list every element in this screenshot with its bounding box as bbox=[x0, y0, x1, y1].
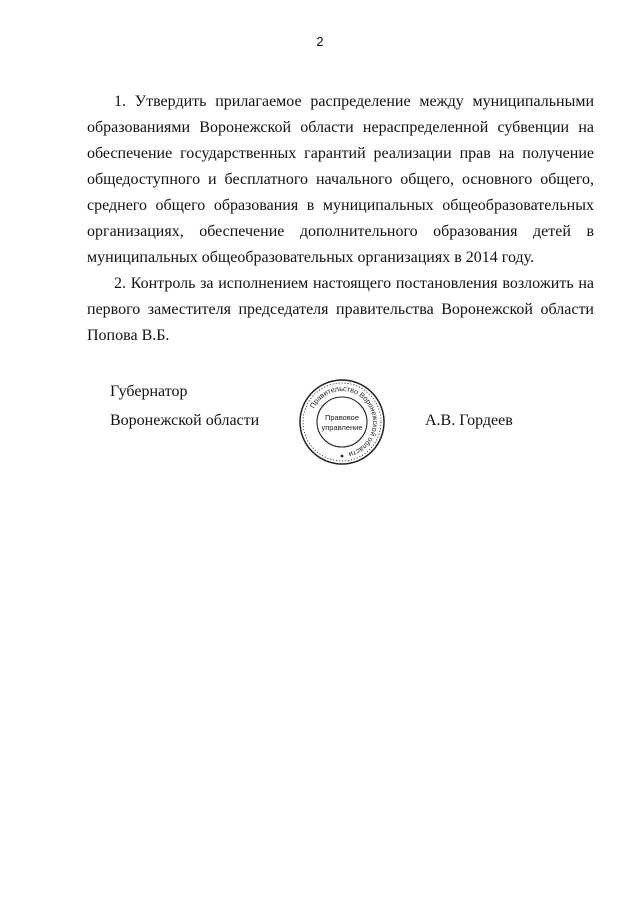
paragraph-2: 2. Контроль за исполнением настоящего постановления возложить на первого заместителя председателя правительства Воронежской области Попова В.Б. bbox=[87, 275, 594, 344]
document-body bbox=[87, 89, 594, 349]
signer-title-line-1: Губернатор bbox=[110, 383, 188, 400]
svg-text:управление: управление bbox=[321, 423, 363, 432]
svg-text:Правительство Воронежской обла: Правительство Воронежской области bbox=[307, 383, 381, 460]
svg-text:Правовое: Правовое bbox=[324, 413, 360, 422]
signer-title-line-2: Воронежской области bbox=[110, 412, 260, 429]
official-seal bbox=[297, 377, 387, 467]
page-number: 2 bbox=[316, 34, 324, 49]
signer-name: А.В. Гордеев bbox=[425, 412, 513, 429]
paragraph-1: 1. Утвердить прилагаемое распределение между муниципальными образованиями Воронежской области нераспределенной субвенции на обеспечение государственных гарантий реализации прав на получение общедоступного и бесплатного начального общего, основного общего, среднего общего образования в муниципальных общеобразовательных организациях, обеспечение дополнительного образования детей в муниципальных общеобразовательных организациях в 2014 году. bbox=[87, 93, 594, 266]
